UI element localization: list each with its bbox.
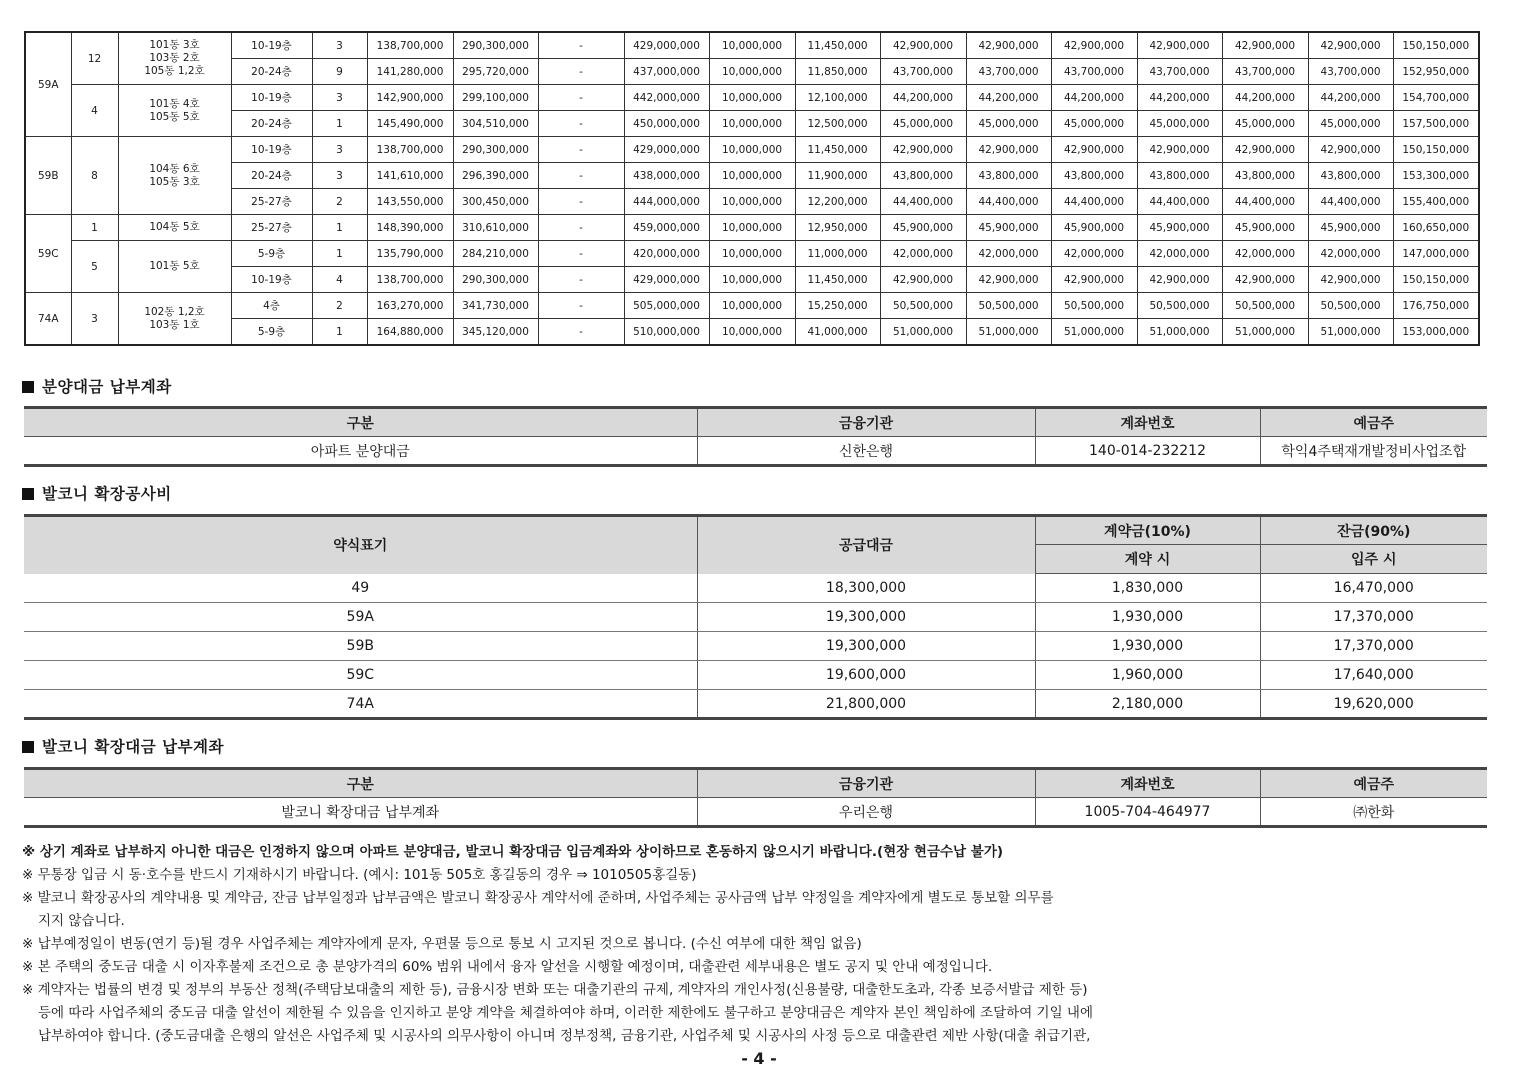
- payment-account-table: [24, 406, 1487, 467]
- table-cell: -: [538, 59, 624, 85]
- table-cell: 150,150,000: [1393, 137, 1479, 163]
- table-cell: 157,500,000: [1393, 111, 1479, 137]
- table-cell: 21,800,000: [697, 690, 1035, 719]
- table-cell: -: [538, 215, 624, 241]
- section-title-text: 발코니 확장대금 납부계좌: [42, 738, 224, 756]
- table-cell: 444,000,000: [624, 189, 709, 215]
- table-cell: 160,650,000: [1393, 215, 1479, 241]
- table-cell: 45,000,000: [1222, 111, 1308, 137]
- table-row: [25, 293, 1479, 319]
- table-cell: 44,200,000: [1051, 85, 1137, 111]
- table-cell: 1,930,000: [1035, 603, 1260, 632]
- section-title-balcony-account: [22, 735, 224, 757]
- square-bullet-icon: [22, 381, 34, 393]
- table-cell: 42,000,000: [1222, 241, 1308, 267]
- square-bullet-icon: [22, 488, 34, 500]
- dong-label: 103동 1호: [149, 318, 200, 331]
- table-row: [25, 32, 1479, 59]
- header-deposit: 계약금(10%): [1035, 516, 1260, 545]
- table-cell: 1: [312, 319, 367, 346]
- table-row: [25, 137, 1479, 163]
- table-cell: 10,000,000: [709, 59, 795, 85]
- table-cell: 59B: [24, 632, 697, 661]
- cell-account-number: 1005-704-464977: [1035, 798, 1260, 827]
- table-cell: 45,900,000: [1051, 215, 1137, 241]
- table-cell: 45,000,000: [1308, 111, 1393, 137]
- table-cell: -: [538, 163, 624, 189]
- cell-account-holder: ㈜한화: [1260, 798, 1487, 827]
- table-cell: 42,900,000: [966, 32, 1051, 59]
- cell-account-holder: 학익4주택재개발정비사업조합: [1260, 437, 1487, 466]
- table-cell: 152,950,000: [1393, 59, 1479, 85]
- header-category: 구분: [24, 769, 697, 798]
- table-cell: 18,300,000: [697, 574, 1035, 603]
- header-deposit-timing: 계약 시: [1035, 545, 1260, 574]
- table-cell: 19,300,000: [697, 632, 1035, 661]
- cell-dong-list: [118, 241, 231, 293]
- balcony-account-table: [24, 767, 1487, 828]
- section-title-balcony-cost: [22, 482, 172, 504]
- table-cell: 17,640,000: [1260, 661, 1487, 690]
- table-cell: 310,610,000: [453, 215, 538, 241]
- table-cell: 42,900,000: [1137, 137, 1222, 163]
- table-cell: 2,180,000: [1035, 690, 1260, 719]
- dong-label: 101동 4호: [149, 97, 200, 110]
- table-cell: 5-9층: [231, 241, 312, 267]
- table-cell: 16,470,000: [1260, 574, 1487, 603]
- table-cell: -: [538, 32, 624, 59]
- table-cell: 42,900,000: [1222, 267, 1308, 293]
- table-cell: 3: [312, 85, 367, 111]
- header-account-holder: 예금주: [1260, 408, 1487, 437]
- table-cell: 420,000,000: [624, 241, 709, 267]
- table-cell: 17,370,000: [1260, 632, 1487, 661]
- table-cell: 42,900,000: [1051, 267, 1137, 293]
- table-cell: 41,000,000: [795, 319, 880, 346]
- table-cell: -: [538, 293, 624, 319]
- table-cell: 510,000,000: [624, 319, 709, 346]
- table-cell: 45,900,000: [1308, 215, 1393, 241]
- cell-unit-count: 4: [71, 85, 118, 137]
- table-cell: 25-27층: [231, 189, 312, 215]
- table-cell: 42,900,000: [1137, 267, 1222, 293]
- table-cell: 44,400,000: [1222, 189, 1308, 215]
- table-cell: -: [538, 111, 624, 137]
- table-row: [24, 798, 1487, 827]
- table-cell: 1,930,000: [1035, 632, 1260, 661]
- section-title-payment-account: [22, 375, 172, 397]
- table-cell: 50,500,000: [966, 293, 1051, 319]
- table-row: [24, 437, 1487, 466]
- cell-bank: 신한은행: [697, 437, 1035, 466]
- cell-unit-count: 3: [71, 293, 118, 346]
- table-cell: 44,200,000: [1137, 85, 1222, 111]
- table-cell: 43,700,000: [1308, 59, 1393, 85]
- table-cell: 43,700,000: [1222, 59, 1308, 85]
- table-cell: 10-19층: [231, 85, 312, 111]
- table-cell: 505,000,000: [624, 293, 709, 319]
- table-cell: 43,800,000: [1137, 163, 1222, 189]
- table-cell: 10,000,000: [709, 241, 795, 267]
- cell-account-number: 140-014-232212: [1035, 437, 1260, 466]
- table-cell: 11,450,000: [795, 267, 880, 293]
- header-balance-timing: 입주 시: [1260, 545, 1487, 574]
- table-cell: 3: [312, 32, 367, 59]
- table-row: [25, 163, 1479, 189]
- table-cell: 42,900,000: [1222, 137, 1308, 163]
- cell-unit-count: 5: [71, 241, 118, 293]
- table-cell: 10-19층: [231, 267, 312, 293]
- dong-label: 103동 2호: [149, 52, 200, 64]
- table-cell: 11,850,000: [795, 59, 880, 85]
- table-cell: 10,000,000: [709, 319, 795, 346]
- table-cell: 43,700,000: [966, 59, 1051, 85]
- table-cell: 51,000,000: [1137, 319, 1222, 346]
- table-cell: 11,450,000: [795, 137, 880, 163]
- cell-dong-list: [118, 215, 231, 241]
- table-cell: 19,620,000: [1260, 690, 1487, 719]
- table-cell: 150,150,000: [1393, 32, 1479, 59]
- table-cell: 10,000,000: [709, 32, 795, 59]
- table-cell: 135,790,000: [367, 241, 453, 267]
- table-cell: 10,000,000: [709, 163, 795, 189]
- table-cell: 176,750,000: [1393, 293, 1479, 319]
- note: ※ 발코니 확장공사의 계약내용 및 계약금, 잔금 납부일정과 납부금액은 발코니 확장공사 계약서에 준하며, 사업주체는 공사금액 납부 약정일을 계약자에게 별도로 통보할 의무를: [22, 890, 1054, 906]
- table-cell: 42,000,000: [1137, 241, 1222, 267]
- table-cell: 450,000,000: [624, 111, 709, 137]
- table-cell: 20-24층: [231, 111, 312, 137]
- table-cell: -: [538, 85, 624, 111]
- table-row: [24, 574, 1487, 603]
- table-cell: 155,400,000: [1393, 189, 1479, 215]
- cell-dong-list: [118, 137, 231, 215]
- table-cell: 10,000,000: [709, 215, 795, 241]
- table-cell: 138,700,000: [367, 267, 453, 293]
- table-cell: 43,700,000: [880, 59, 966, 85]
- table-cell: 51,000,000: [1308, 319, 1393, 346]
- table-cell: 459,000,000: [624, 215, 709, 241]
- table-cell: 50,500,000: [1137, 293, 1222, 319]
- table-cell: 42,000,000: [1051, 241, 1137, 267]
- table-cell: 3: [312, 137, 367, 163]
- table-cell: 42,900,000: [1308, 32, 1393, 59]
- table-cell: 429,000,000: [624, 137, 709, 163]
- dong-label: 101동 5호: [149, 260, 200, 272]
- table-cell: 10,000,000: [709, 111, 795, 137]
- table-cell: 42,900,000: [1051, 137, 1137, 163]
- table-cell: -: [538, 267, 624, 293]
- table-cell: 153,300,000: [1393, 163, 1479, 189]
- table-cell: 12,500,000: [795, 111, 880, 137]
- table-row: [25, 267, 1479, 293]
- table-cell: 51,000,000: [1222, 319, 1308, 346]
- cell-dong-list: [118, 32, 231, 85]
- cell-unit-type: 74A: [25, 293, 71, 346]
- table-cell: 42,900,000: [966, 267, 1051, 293]
- table-cell: 19,300,000: [697, 603, 1035, 632]
- table-cell: 44,400,000: [966, 189, 1051, 215]
- table-cell: 74A: [24, 690, 697, 719]
- table-cell: 1,960,000: [1035, 661, 1260, 690]
- cell-dong-list: [118, 293, 231, 346]
- table-cell: 138,700,000: [367, 137, 453, 163]
- table-cell: 12,100,000: [795, 85, 880, 111]
- table-cell: 44,400,000: [1308, 189, 1393, 215]
- table-cell: 163,270,000: [367, 293, 453, 319]
- table-cell: 44,200,000: [966, 85, 1051, 111]
- table-cell: 42,000,000: [966, 241, 1051, 267]
- table-cell: 429,000,000: [624, 32, 709, 59]
- table-cell: 59C: [24, 661, 697, 690]
- table-cell: 42,900,000: [1222, 32, 1308, 59]
- table-cell: 42,900,000: [1308, 267, 1393, 293]
- table-cell: 10,000,000: [709, 137, 795, 163]
- table-row: [25, 189, 1479, 215]
- note-bold: ※ 상기 계좌로 납부하지 아니한 대금은 인정하지 않으며 아파트 분양대금, 발코니 확장대금 입금계좌와 상이하므로 혼동하지 않으시기 바랍니다.(현장 현금수납 불가): [22, 844, 1004, 860]
- table-row: [25, 59, 1479, 85]
- header-supply-price: 공급대금: [697, 516, 1035, 574]
- table-cell: 142,900,000: [367, 85, 453, 111]
- table-cell: 44,200,000: [1222, 85, 1308, 111]
- table-cell: 141,280,000: [367, 59, 453, 85]
- table-cell: 9: [312, 59, 367, 85]
- table-cell: 45,000,000: [1051, 111, 1137, 137]
- table-cell: 10-19층: [231, 137, 312, 163]
- table-cell: 304,510,000: [453, 111, 538, 137]
- header-type: 약식표기: [24, 516, 697, 574]
- table-cell: 4층: [231, 293, 312, 319]
- table-cell: 437,000,000: [624, 59, 709, 85]
- table-cell: 2: [312, 293, 367, 319]
- table-cell: 341,730,000: [453, 293, 538, 319]
- balcony-cost-table: [24, 514, 1487, 720]
- header-bank: 금융기관: [697, 769, 1035, 798]
- table-cell: 42,900,000: [880, 137, 966, 163]
- table-cell: 11,450,000: [795, 32, 880, 59]
- table-cell: 20-24층: [231, 59, 312, 85]
- table-cell: 45,900,000: [1137, 215, 1222, 241]
- table-cell: 50,500,000: [1051, 293, 1137, 319]
- table-cell: 147,000,000: [1393, 241, 1479, 267]
- dong-label: 105동 5호: [149, 110, 200, 123]
- cell-unit-type: 59A: [25, 32, 71, 137]
- table-cell: 295,720,000: [453, 59, 538, 85]
- table-cell: -: [538, 319, 624, 346]
- note: ※ 계약자는 법률의 변경 및 정부의 부동산 정책(주택담보대출의 제한 등), 금융시장 변화 또는 대출기관의 규제, 계약자의 개인사정(신용불량, 대출한도초과, 각종 보증서발급 제한 등): [22, 982, 1088, 998]
- table-row: [24, 632, 1487, 661]
- cell-unit-type: 59C: [25, 215, 71, 293]
- table-cell: 154,700,000: [1393, 85, 1479, 111]
- table-cell: 2: [312, 189, 367, 215]
- table-cell: 143,550,000: [367, 189, 453, 215]
- table-cell: 20-24층: [231, 163, 312, 189]
- table-cell: 4: [312, 267, 367, 293]
- table-cell: 42,900,000: [880, 32, 966, 59]
- table-cell: 153,000,000: [1393, 319, 1479, 346]
- table-cell: -: [538, 189, 624, 215]
- header-category: 구분: [24, 408, 697, 437]
- page-number: - 4 -: [741, 1049, 777, 1068]
- header-account-number: 계좌번호: [1035, 408, 1260, 437]
- table-cell: 45,900,000: [966, 215, 1051, 241]
- dong-label: 102동 1,2호: [144, 305, 205, 318]
- table-cell: 44,400,000: [880, 189, 966, 215]
- table-cell: 51,000,000: [1051, 319, 1137, 346]
- table-cell: 44,400,000: [1051, 189, 1137, 215]
- cell-category: 아파트 분양대금: [24, 437, 697, 466]
- table-cell: 10,000,000: [709, 189, 795, 215]
- table-cell: 51,000,000: [966, 319, 1051, 346]
- table-cell: 43,800,000: [1222, 163, 1308, 189]
- table-cell: 59A: [24, 603, 697, 632]
- note-continued: 지지 않습니다.: [38, 913, 125, 929]
- table-cell: 299,100,000: [453, 85, 538, 111]
- table-row: [25, 111, 1479, 137]
- table-cell: 1: [312, 241, 367, 267]
- table-cell: 145,490,000: [367, 111, 453, 137]
- table-cell: 19,600,000: [697, 661, 1035, 690]
- header-balance: 잔금(90%): [1260, 516, 1487, 545]
- dong-label: 105동 3호: [149, 175, 200, 188]
- table-cell: 11,900,000: [795, 163, 880, 189]
- table-cell: 43,700,000: [1137, 59, 1222, 85]
- table-cell: 138,700,000: [367, 32, 453, 59]
- table-cell: 15,250,000: [795, 293, 880, 319]
- table-cell: 164,880,000: [367, 319, 453, 346]
- table-cell: 141,610,000: [367, 163, 453, 189]
- table-row: [24, 690, 1487, 719]
- table-cell: 290,300,000: [453, 267, 538, 293]
- table-cell: 10,000,000: [709, 293, 795, 319]
- table-cell: 12,950,000: [795, 215, 880, 241]
- table-cell: 44,200,000: [880, 85, 966, 111]
- table-cell: 43,800,000: [966, 163, 1051, 189]
- table-cell: 45,000,000: [880, 111, 966, 137]
- section-title-text: 발코니 확장공사비: [42, 485, 172, 503]
- dong-label: 105동 1,2호: [144, 65, 205, 77]
- table-row: [25, 85, 1479, 111]
- table-cell: 49: [24, 574, 697, 603]
- cell-unit-count: 8: [71, 137, 118, 215]
- square-bullet-icon: [22, 741, 34, 753]
- note: ※ 납부예정일이 변동(연기 등)될 경우 사업주체는 계약자에게 문자, 우편물 등으로 통보 시 고지된 것으로 봅니다. (수신 여부에 대한 책임 없음): [22, 936, 862, 952]
- unit-price-table: [24, 31, 1480, 346]
- dong-label: 101동 3호: [149, 39, 200, 51]
- table-cell: 1: [312, 215, 367, 241]
- table-cell: 45,000,000: [966, 111, 1051, 137]
- table-cell: 43,800,000: [1308, 163, 1393, 189]
- table-row: [24, 603, 1487, 632]
- table-cell: 438,000,000: [624, 163, 709, 189]
- table-cell: 1,830,000: [1035, 574, 1260, 603]
- dong-label: 104동 6호: [149, 162, 200, 175]
- table-cell: 3: [312, 163, 367, 189]
- table-cell: 442,000,000: [624, 85, 709, 111]
- table-cell: 300,450,000: [453, 189, 538, 215]
- table-cell: 290,300,000: [453, 137, 538, 163]
- cell-category: 발코니 확장대금 납부계좌: [24, 798, 697, 827]
- table-cell: 290,300,000: [453, 32, 538, 59]
- note-continued: 등에 따라 사업주체의 중도금 대출 알선이 제한될 수 있음을 인지하고 분양 계약을 체결하여야 하며, 이러한 제한에도 불구하고 분양대금은 계약자 본인 책임하에 조달하여 기일 내에: [38, 1005, 1093, 1021]
- notes-block: [22, 841, 1502, 1048]
- table-cell: 42,900,000: [1308, 137, 1393, 163]
- table-cell: 42,000,000: [880, 241, 966, 267]
- table-row: [25, 319, 1479, 346]
- table-cell: 10-19층: [231, 32, 312, 59]
- cell-bank: 우리은행: [697, 798, 1035, 827]
- table-cell: 42,000,000: [1308, 241, 1393, 267]
- cell-dong-list: [118, 85, 231, 137]
- table-cell: 45,000,000: [1137, 111, 1222, 137]
- note-continued: 납부하여야 합니다. (중도금대출 은행의 알선은 사업주체 및 시공사의 의무사항이 아니며 정부정책, 금융기관, 사업주체 및 시공사의 사정 등으로 대출관련 제반 사항(대출 취급기관,: [38, 1028, 1091, 1044]
- cell-unit-count: 1: [71, 215, 118, 241]
- table-row: [25, 241, 1479, 267]
- table-cell: 296,390,000: [453, 163, 538, 189]
- table-cell: 25-27층: [231, 215, 312, 241]
- table-row: [25, 215, 1479, 241]
- table-cell: 50,500,000: [1222, 293, 1308, 319]
- table-cell: 17,370,000: [1260, 603, 1487, 632]
- table-cell: 50,500,000: [880, 293, 966, 319]
- table-cell: 12,200,000: [795, 189, 880, 215]
- table-cell: 44,200,000: [1308, 85, 1393, 111]
- table-cell: 148,390,000: [367, 215, 453, 241]
- table-cell: 44,400,000: [1137, 189, 1222, 215]
- table-cell: 345,120,000: [453, 319, 538, 346]
- header-bank: 금융기관: [697, 408, 1035, 437]
- cell-unit-type: 59B: [25, 137, 71, 215]
- table-cell: 10,000,000: [709, 267, 795, 293]
- table-cell: 45,900,000: [880, 215, 966, 241]
- table-cell: 43,800,000: [880, 163, 966, 189]
- table-cell: 42,900,000: [1137, 32, 1222, 59]
- table-cell: 5-9층: [231, 319, 312, 346]
- table-cell: 43,800,000: [1051, 163, 1137, 189]
- note: ※ 본 주택의 중도금 대출 시 이자후불제 조건으로 총 분양가격의 60% 범위 내에서 융자 알선을 시행할 예정이며, 대출관련 세부내용은 별도 공지 및 안내 예정입니다.: [22, 959, 993, 975]
- cell-unit-count: 12: [71, 32, 118, 85]
- table-cell: -: [538, 137, 624, 163]
- section-title-text: 분양대금 납부계좌: [42, 378, 172, 396]
- table-cell: 1: [312, 111, 367, 137]
- table-cell: 42,900,000: [1051, 32, 1137, 59]
- table-cell: -: [538, 241, 624, 267]
- table-cell: 429,000,000: [624, 267, 709, 293]
- table-cell: 11,000,000: [795, 241, 880, 267]
- table-cell: 284,210,000: [453, 241, 538, 267]
- table-cell: 50,500,000: [1308, 293, 1393, 319]
- table-cell: 43,700,000: [1051, 59, 1137, 85]
- header-account-holder: 예금주: [1260, 769, 1487, 798]
- table-cell: 150,150,000: [1393, 267, 1479, 293]
- table-row: [24, 661, 1487, 690]
- table-cell: 51,000,000: [880, 319, 966, 346]
- note: ※ 무통장 입금 시 동·호수를 반드시 기재하시기 바랍니다. (예시: 101동 505호 홍길동의 경우 ⇒ 1010505홍길동): [22, 867, 697, 883]
- header-account-number: 계좌번호: [1035, 769, 1260, 798]
- table-cell: 45,900,000: [1222, 215, 1308, 241]
- table-cell: 10,000,000: [709, 85, 795, 111]
- table-cell: 42,900,000: [880, 267, 966, 293]
- dong-label: 104동 5호: [149, 221, 200, 233]
- table-cell: 42,900,000: [966, 137, 1051, 163]
